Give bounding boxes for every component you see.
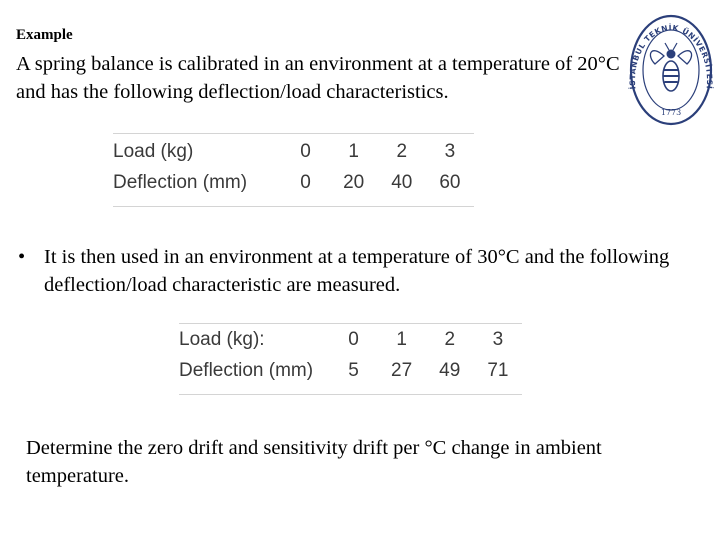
table-cell: 0 [300, 140, 311, 162]
row-label: Load (kg) [113, 140, 194, 162]
table-cell: 20 [343, 171, 365, 193]
table-cell: 27 [391, 359, 413, 381]
bee-icon [650, 43, 691, 91]
row-label: Deflection (mm) [179, 359, 314, 381]
table-cell: 0 [300, 171, 311, 193]
table-cell: 0 [348, 328, 359, 350]
table-cell: 40 [391, 171, 413, 193]
row-label: Load (kg): [179, 328, 265, 350]
table-cell: 2 [444, 328, 456, 350]
logo-year: 1773 [660, 108, 682, 117]
table-row [179, 355, 522, 395]
university-logo [627, 8, 715, 126]
table-row [113, 134, 474, 168]
bullet-icon: • [18, 246, 26, 268]
calibration-table-20c [113, 133, 474, 207]
bullet-paragraph [18, 243, 698, 299]
table-cell: 71 [487, 359, 509, 381]
table-cell: 1 [348, 140, 359, 162]
table-cell: 3 [492, 328, 504, 350]
table-cell: 49 [439, 359, 461, 381]
example-heading: Example [16, 27, 73, 43]
question-text: Determine the zero drift and sensitivity drift per °C change in ambient temperature. [26, 437, 602, 487]
table-row [179, 324, 522, 356]
bullet-text: It is then used in an environment at a temperature of 30°C and the following deflection/load characteristic are measured. [44, 246, 670, 296]
row-label: Deflection (mm) [113, 171, 248, 193]
logo-arc-text: İSTANBUL TEKNİK ÜNİVERSİTESİ [627, 23, 715, 90]
table-cell: 3 [444, 140, 456, 162]
intro-paragraph: A spring balance is calibrated in an environment at a temperature of 20°C and has the following deflection/load characteristics. [16, 53, 620, 103]
table-cell: 1 [396, 328, 407, 350]
measurement-table-30c [179, 323, 522, 395]
table-row [113, 167, 474, 207]
table-cell: 60 [439, 171, 461, 193]
table-cell: 2 [396, 140, 408, 162]
table-cell: 5 [348, 359, 359, 381]
